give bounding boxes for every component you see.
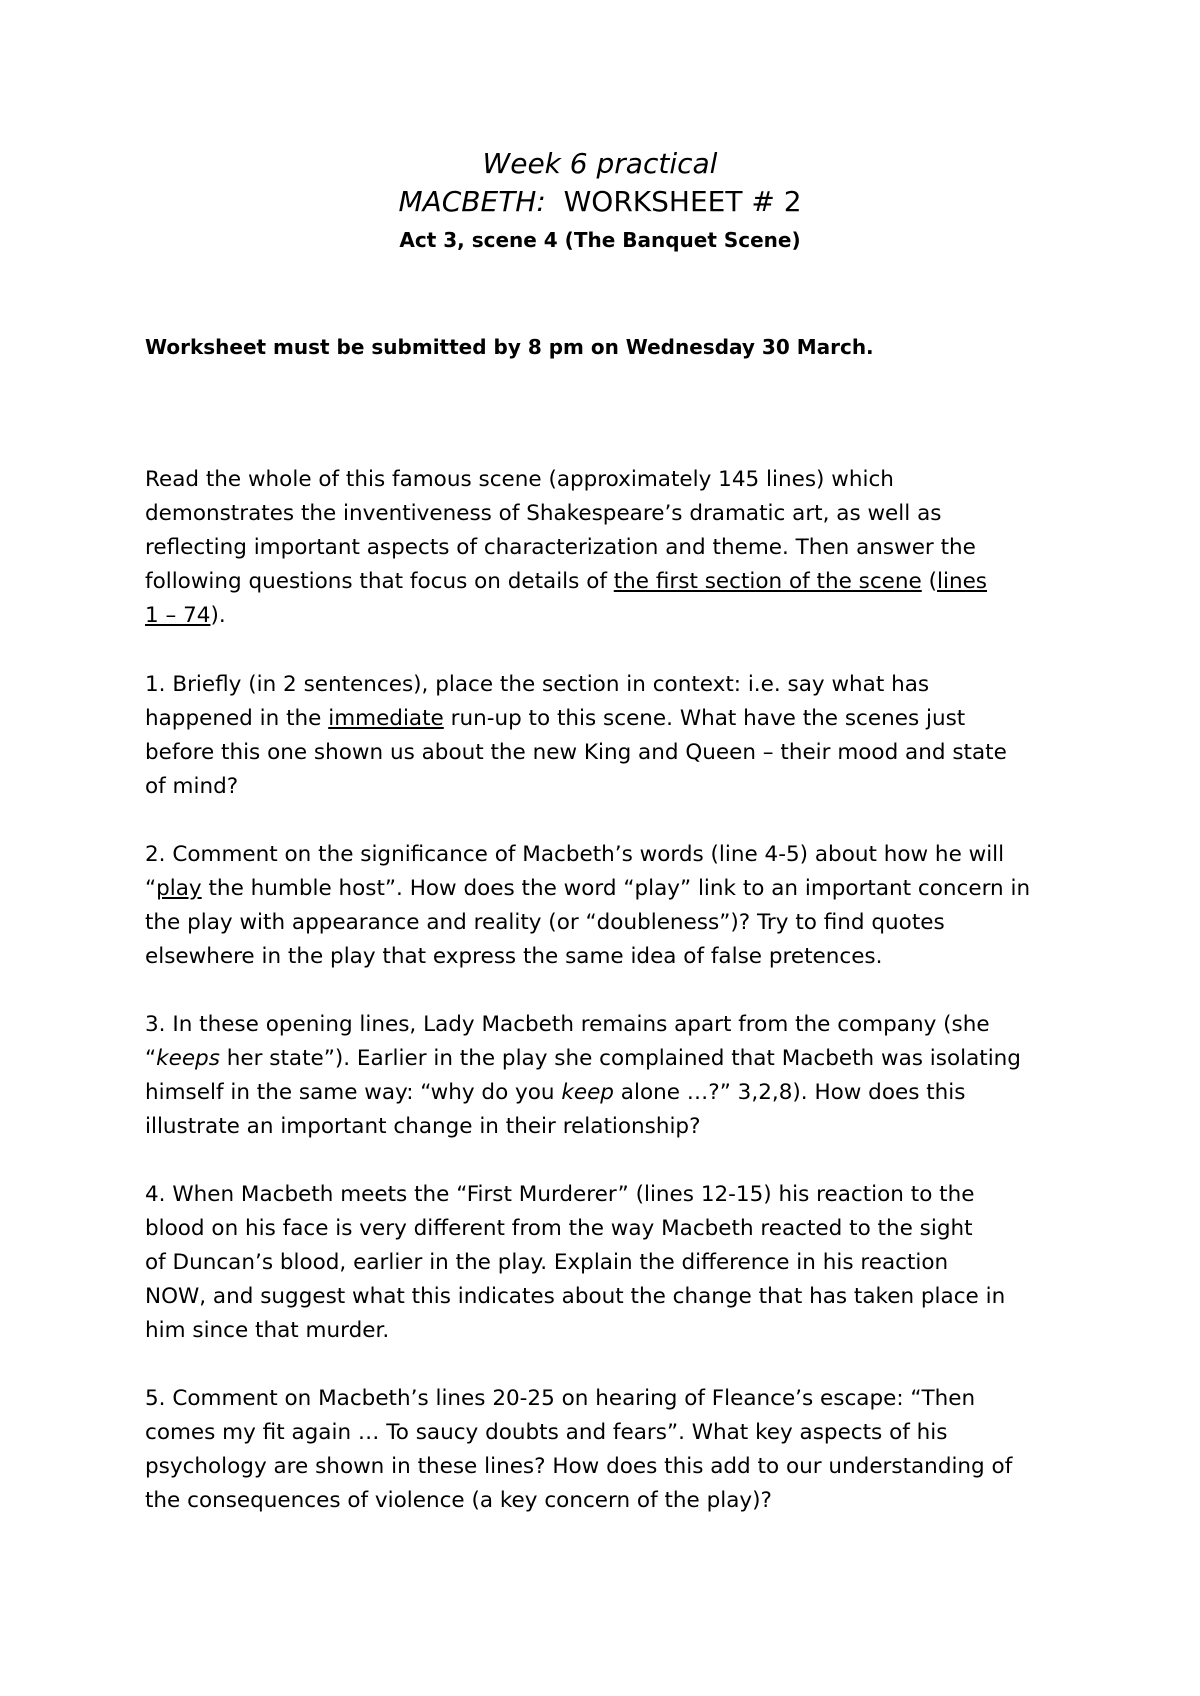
question-text: “ (145, 876, 157, 901)
intro-text: ( (921, 569, 937, 594)
question-line: of mind? (145, 774, 239, 799)
worksheet-header (0, 146, 1200, 254)
question-line: 3. In these opening lines, Lady Macbeth remains apart from the company (she (145, 1012, 990, 1037)
question-text: himself in the same way: “why do you (145, 1080, 562, 1105)
question-line (145, 702, 1075, 736)
question-text: the humble host”. How does the word “play” link to an important concern in (201, 876, 1031, 901)
worksheet-number: WORKSHEET # 2 (563, 185, 802, 218)
question-line: the consequences of violence (a key concern of the play)? (145, 1488, 772, 1513)
worksheet-title (0, 184, 1200, 220)
intro-line: reflecting important aspects of characterization and theme. Then answer the (145, 535, 976, 560)
underlined-first-section: the first section of the scene (613, 569, 922, 594)
question-2 (145, 838, 1075, 974)
intro-line (145, 599, 1075, 633)
question-text: her state”). Earlier in the play she complained that Macbeth was isolating (219, 1046, 1021, 1071)
question-text: alone …?” 3,2,8). How does this (613, 1080, 966, 1105)
play-name: MACBETH: (398, 185, 546, 218)
question-line: NOW, and suggest what this indicates about the change that has taken place in (145, 1284, 1006, 1309)
underlined-lines-range: lines (937, 569, 988, 594)
question-line: elsewhere in the play that express the same idea of false pretences. (145, 944, 883, 969)
intro-line: demonstrates the inventiveness of Shakespeare’s dramatic art, as well as (145, 501, 942, 526)
question-line: of Duncan’s blood, earlier in the play. Explain the difference in his reaction (145, 1250, 949, 1275)
question-line: comes my fit again … To saucy doubts and fears”. What key aspects of his (145, 1420, 948, 1445)
act-scene-subtitle: Act 3, scene 4 (The Banquet Scene) (399, 228, 801, 252)
week-title: Week 6 practical (482, 147, 718, 180)
question-line: him since that murder. (145, 1318, 390, 1343)
intro-text: following questions that focus on details of (145, 569, 614, 594)
submission-deadline: Worksheet must be submitted by 8 pm on Wednesday 30 March. (145, 335, 874, 359)
question-line: the play with appearance and reality (or “doubleness”)? Try to find quotes (145, 910, 945, 935)
question-1 (145, 668, 1075, 804)
question-line: 5. Comment on Macbeth’s lines 20-25 on hearing of Fleance’s escape: “Then (145, 1386, 976, 1411)
italic-keeps: keeps (156, 1046, 220, 1071)
underlined-immediate: immediate (328, 706, 444, 731)
question-4 (145, 1178, 1075, 1348)
question-line: 4. When Macbeth meets the “First Murderer” (lines 12-15) his reaction to the (145, 1182, 975, 1207)
intro-line (145, 565, 1075, 599)
question-line: 1. Briefly (in 2 sentences), place the section in context: i.e. say what has (145, 672, 930, 697)
question-text: happened in the (145, 706, 329, 731)
question-line: 2. Comment on the significance of Macbeth’s words (line 4-5) about how he will (145, 842, 1005, 867)
underlined-lines-range: 1 – 74 (145, 603, 211, 628)
question-line (145, 1042, 1075, 1076)
intro-line: Read the whole of this famous scene (approximately 145 lines) which (145, 467, 894, 492)
question-line: before this one shown us about the new King and Queen – their mood and state (145, 740, 1007, 765)
question-line: blood on his face is very different from the way Macbeth reacted to the sight (145, 1216, 973, 1241)
question-line: psychology are shown in these lines? How does this add to our understanding of (145, 1454, 1013, 1479)
question-line (145, 1076, 1075, 1110)
underlined-play: play (156, 876, 202, 901)
question-5 (145, 1382, 1075, 1518)
italic-keep: keep (561, 1080, 614, 1105)
question-line (145, 872, 1075, 906)
intro-text: ). (210, 603, 226, 628)
intro-paragraph (145, 463, 1075, 633)
question-line: illustrate an important change in their relationship? (145, 1114, 701, 1139)
question-3 (145, 1008, 1075, 1144)
question-text: “ (145, 1046, 157, 1071)
question-text: run-up to this scene. What have the scenes just (443, 706, 966, 731)
